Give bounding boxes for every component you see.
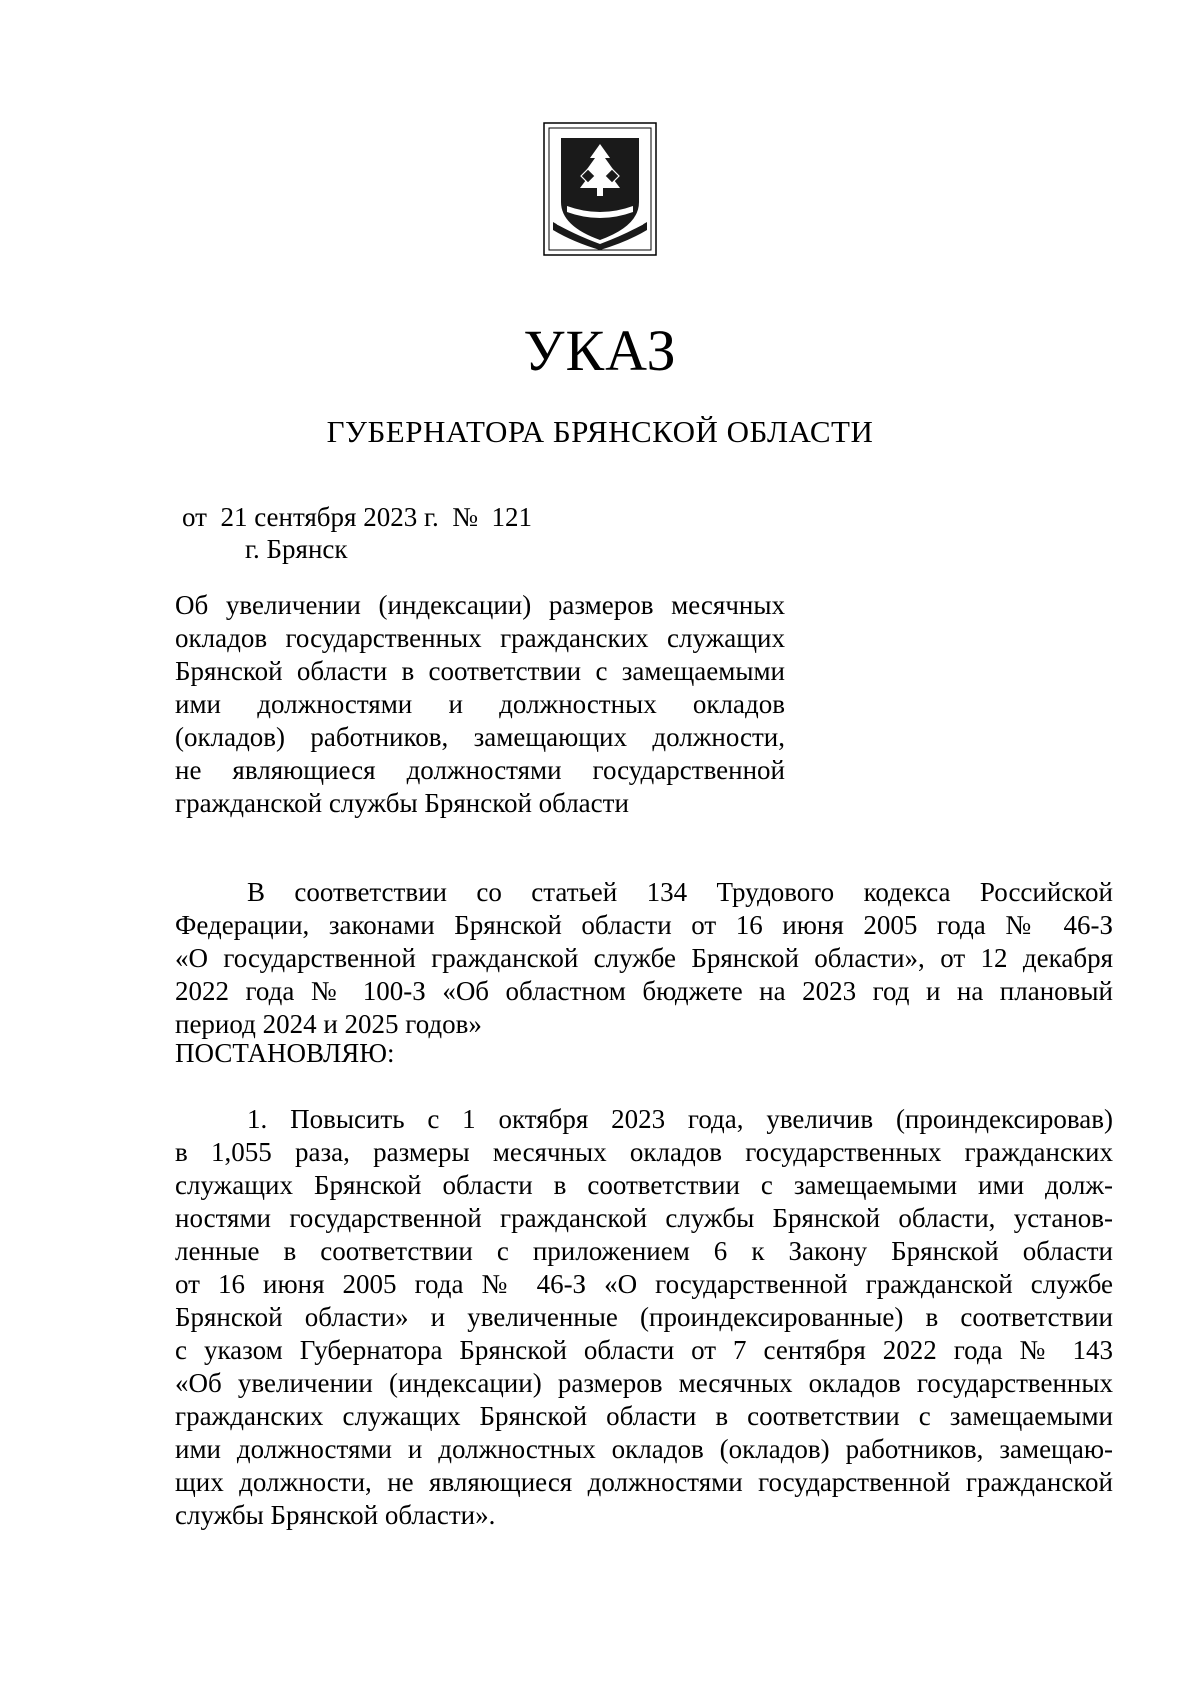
heading-line: Брянской области в соответствии с замещаемыми [175,656,785,686]
item-line: «Об увеличении (индексации) размеров месячных окладов государственных [175,1368,1113,1398]
preamble-line: «О государственной гражданской службе Брянской области», от 12 декабря [175,943,1113,973]
document-type-title: УКАЗ [523,318,677,383]
issue-city: г. Брянск [245,534,348,564]
item-1-paragraph [175,1103,1113,1532]
item-line: с указом Губернатора Брянской области от 7 сентября 2022 года № 143 [175,1335,1113,1365]
heading-line: Об увеличении (индексации) размеров месячных [175,590,785,620]
item-line: ленные в соответствии с приложением 6 к Закону Брянской области [175,1236,1113,1266]
date-and-number: от 21 сентября 2023 г. № 121 [182,502,532,532]
heading-line: (окладов) работников, замещающих должности, [175,722,785,752]
item-line: Брянской области» и увеличенные (проиндексированные) в соответствии [175,1302,1113,1332]
heading-line: окладов государственных гражданских служащих [175,623,785,653]
preamble-line: 2022 года № 100-З «Об областном бюджете на 2023 год и на плановый [175,976,1113,1006]
heading-line: не являющиеся должностями государственной [175,755,785,785]
preamble-line: период 2024 и 2025 годов» [175,1009,482,1039]
preamble-line: В соответствии со статьей 134 Трудового кодекса Российской [247,877,1113,907]
item-line: служащих Брянской области в соответствии с замещаемыми ими долж- [175,1170,1113,1200]
item-line: ностями государственной гражданской службы Брянской области, установ- [175,1203,1113,1233]
item-line: гражданских служащих Брянской области в соответствии с замещаемыми [175,1401,1113,1431]
item-line: в 1,055 раза, размеры месячных окладов государственных гражданских [175,1137,1113,1167]
item-line: от 16 июня 2005 года № 46-З «О государственной гражданской службе [175,1269,1113,1299]
preamble-line: Федерации, законами Брянской области от 16 июня 2005 года № 46-З [175,910,1113,940]
decree-heading [175,589,785,820]
preamble-paragraph [175,876,1113,1041]
heading-line: ими должностями и должностных окладов [175,689,785,719]
item-line: щих должности, не являющиеся должностями государственной гражданской [175,1467,1113,1497]
issuer-title: ГУБЕРНАТОРА БРЯНСКОЙ ОБЛАСТИ [326,414,874,449]
item-line: 1. Повысить с 1 октября 2023 года, увеличив (проиндексировав) [247,1104,1113,1134]
heading-line: гражданской службы Брянской области [175,788,629,818]
item-line: службы Брянской области». [175,1500,496,1530]
resolve-word: ПОСТАНОВЛЯЮ: [175,1038,395,1068]
coat-of-arms-emblem [543,122,657,256]
item-line: ими должностями и должностных окладов (окладов) работников, замещаю- [175,1434,1113,1464]
